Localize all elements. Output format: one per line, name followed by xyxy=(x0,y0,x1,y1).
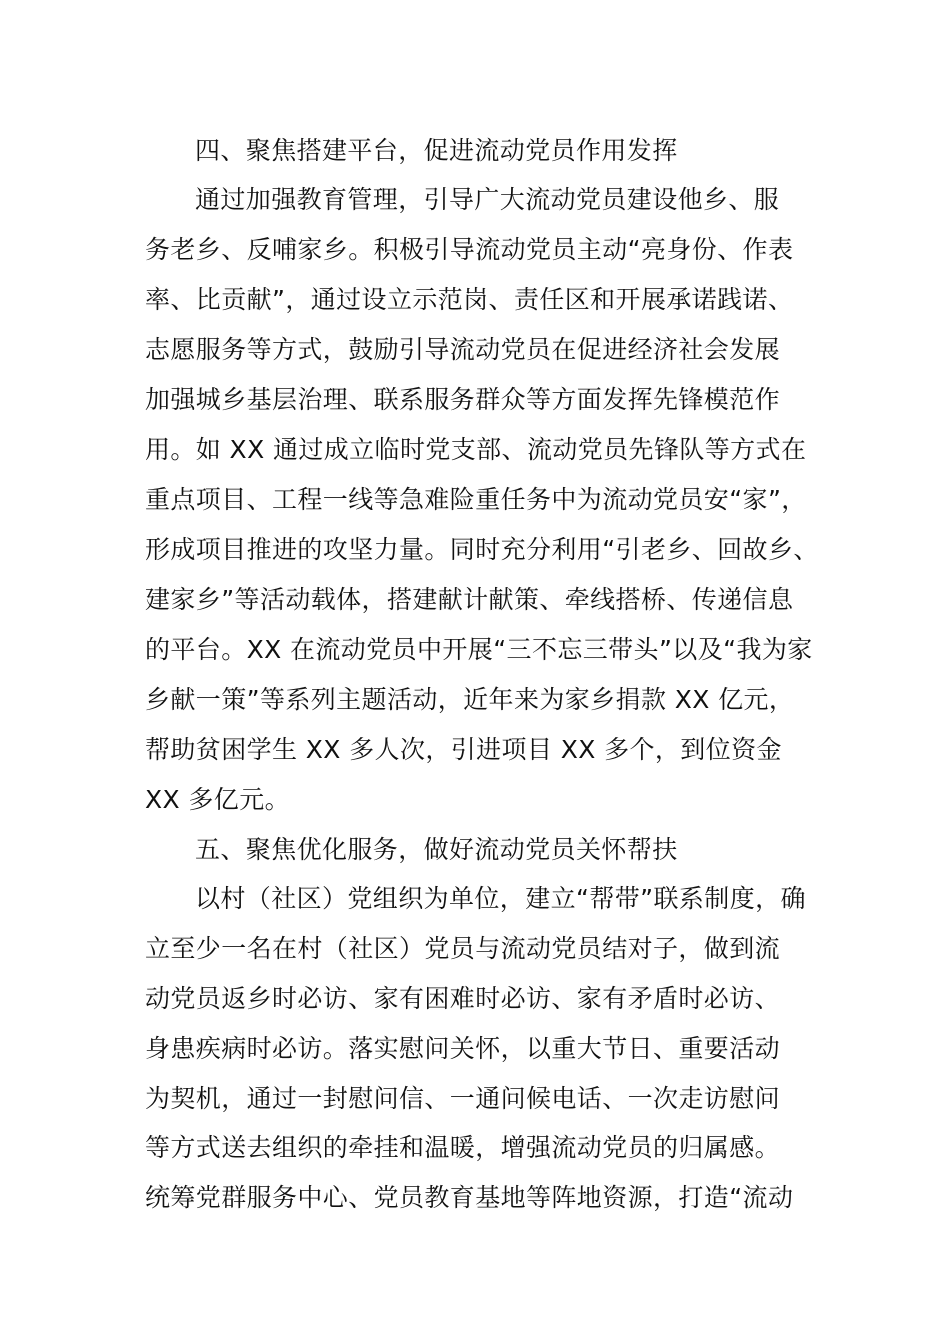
paragraph-line: 以村（社区）党组织为单位，建立“帮带”联系制度，确 xyxy=(195,884,806,913)
paragraph-line: 乡献一策”等系列主题活动，近年来为家乡捐款 XX 亿元， xyxy=(145,685,795,714)
paragraph-line: 通过加强教育管理，引导广大流动党员建设他乡、服 xyxy=(195,185,780,214)
paragraph-line: 立至少一名在村（社区）党员与流动党员结对子，做到流 xyxy=(145,934,781,963)
section-heading-5: 五、聚焦优化服务，做好流动党员关怀帮扶 xyxy=(195,835,678,864)
paragraph-line: 志愿服务等方式，鼓励引导流动党员在促进经济社会发展 xyxy=(145,335,781,364)
paragraph-line: 重点项目、工程一线等急难险重任务中为流动党员安“家”， xyxy=(145,485,807,514)
paragraph-line: 加强城乡基层治理、联系服务群众等方面发挥先锋模范作 xyxy=(145,385,781,414)
paragraph-line: 形成项目推进的攻坚力量。同时充分利用“引老乡、回故乡、 xyxy=(145,535,819,564)
paragraph-line: 身患疾病时必访。落实慰问关怀，以重大节日、重要活动 xyxy=(145,1034,781,1063)
paragraph-line: 率、比贡献”，通过设立示范岗、责任区和开展承诺践诺、 xyxy=(145,285,794,314)
paragraph-line: 等方式送去组织的牵挂和温暖，增强流动党员的归属感。 xyxy=(145,1133,781,1162)
paragraph-line: 帮助贫困学生 XX 多人次，引进项目 XX 多个，到位资金 xyxy=(145,735,782,764)
paragraph-line: 统筹党群服务中心、党员教育基地等阵地资源，打造“流动 xyxy=(145,1183,794,1212)
paragraph-line: XX 多亿元。 xyxy=(145,785,291,814)
paragraph-line: 用。如 XX 通过成立临时党支部、流动党员先锋队等方式在 xyxy=(145,435,807,464)
section-heading-4: 四、聚焦搭建平台，促进流动党员作用发挥 xyxy=(195,136,678,165)
paragraph-line: 动党员返乡时必访、家有困难时必访、家有矛盾时必访、 xyxy=(145,984,781,1013)
paragraph-line: 为契机，通过一封慰问信、一通问候电话、一次走访慰问 xyxy=(145,1084,781,1113)
paragraph-line: 建家乡”等活动载体，搭建献计献策、牵线搭桥、传递信息 xyxy=(145,585,794,614)
paragraph-line: 务老乡、反哺家乡。积极引导流动党员主动“亮身份、作表 xyxy=(145,235,794,264)
paragraph-line: 的平台。XX 在流动党员中开展“三不忘三带头”以及“我为家 xyxy=(145,635,813,664)
